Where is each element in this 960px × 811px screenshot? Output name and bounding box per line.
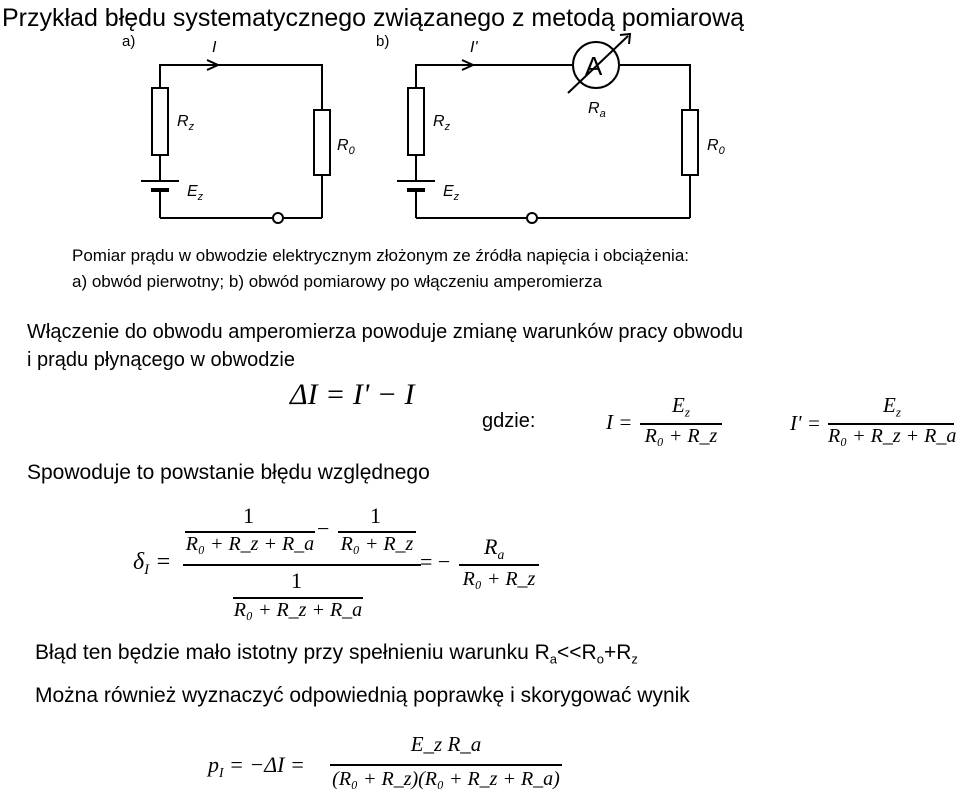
- delta-one-3: 1: [291, 568, 302, 593]
- formula-ip-num: E: [883, 393, 896, 417]
- formula-ip-fraction: [828, 393, 957, 447]
- formula-ip-lhs: I' =: [790, 411, 821, 435]
- formula-p-num: E_z R_a: [410, 732, 482, 756]
- circuit-b-label: b): [376, 33, 390, 50]
- delta-den-2: R₀ + R_z: [340, 533, 414, 555]
- caption-line-2: a) obwód pierwotny; b) obwód pomiarowy po włączeniu amperomierza: [72, 272, 603, 291]
- formula-i-num-sub: z: [684, 404, 690, 420]
- resistor-r0-a: [314, 110, 330, 175]
- r0-label-a: $R_0$: [337, 137, 355, 157]
- delta-i-equation: ΔI = I' − I: [290, 378, 415, 411]
- circuit-a-label: a): [122, 33, 136, 50]
- formula-i-num: E: [672, 393, 685, 417]
- ez-label-a: $E_z$: [187, 183, 204, 203]
- delta-minus: −: [317, 516, 330, 541]
- current-i-label: I: [212, 39, 217, 56]
- circuit-diagrams: [0, 0, 960, 240]
- formula-delta-lhs: $\delta_I$ =: [133, 549, 172, 579]
- mozna-text: Można również wyznaczyć odpowiednią poprawkę i skorygować wynik: [35, 684, 690, 707]
- formula-p-lhs: $p_I = -\Delta I$ =: [208, 752, 305, 780]
- delta-eq-minus: = −: [420, 549, 451, 574]
- delta-num-ra: $R_a$: [484, 534, 505, 562]
- paragraph-line-2: i prądu płynącego w obwodzie: [27, 349, 295, 371]
- current-i-prime-label: I': [470, 39, 478, 56]
- r0-label-b: $R_0$: [707, 137, 725, 157]
- formula-i-lhs: I =: [606, 410, 633, 434]
- delta-den-3: R₀ + R_z + R_a: [233, 599, 363, 621]
- terminal-b: [527, 213, 537, 223]
- delta-den-4: R₀ + R_z: [462, 568, 536, 590]
- formula-ip-num-sub: z: [895, 404, 901, 420]
- rz-label-a: $R_z$: [177, 113, 195, 133]
- paragraph-line-1: Włączenie do obwodu amperomierza powoduje zmianę warunków pracy obwodu: [27, 321, 743, 343]
- blad-text: Błąd ten będzie mało istotny przy spełnieniu warunku $R_a<<R_o+R_z$: [35, 641, 638, 667]
- caption-line-1: Pomiar prądu w obwodzie elektrycznym złożonym ze źródła napięcia i obciążenia:: [72, 246, 690, 265]
- formula-ip-den: R₀ + R_z + R_a: [828, 425, 957, 447]
- resistor-rz-a: [152, 88, 168, 155]
- rz-label-b: $R_z$: [433, 113, 451, 133]
- ra-label: $R_a$: [588, 100, 606, 120]
- resistor-rz-b: [408, 88, 424, 155]
- resistor-r0-b: [682, 110, 698, 175]
- delta-one-1: 1: [243, 503, 254, 528]
- formula-p-den: (R₀ + R_z)(R₀ + R_z + R_a): [332, 768, 560, 790]
- ammeter-label: A: [585, 51, 603, 81]
- delta-den-1: R₀ + R_z + R_a: [185, 533, 315, 555]
- ez-label-b: $E_z$: [443, 183, 460, 203]
- slide-title: Przykład błędu systematycznego związanego z metodą pomiarową: [2, 4, 745, 32]
- gdzie-label: gdzie:: [482, 410, 536, 432]
- formula-i-den: R₀ + R_z: [644, 425, 718, 447]
- circuit-a: [141, 60, 330, 223]
- terminal-a: [273, 213, 283, 223]
- formula-i-fraction: [640, 393, 722, 447]
- spowoduje-text: Spowoduje to powstanie błędu względnego: [27, 461, 430, 484]
- delta-one-2: 1: [370, 503, 381, 528]
